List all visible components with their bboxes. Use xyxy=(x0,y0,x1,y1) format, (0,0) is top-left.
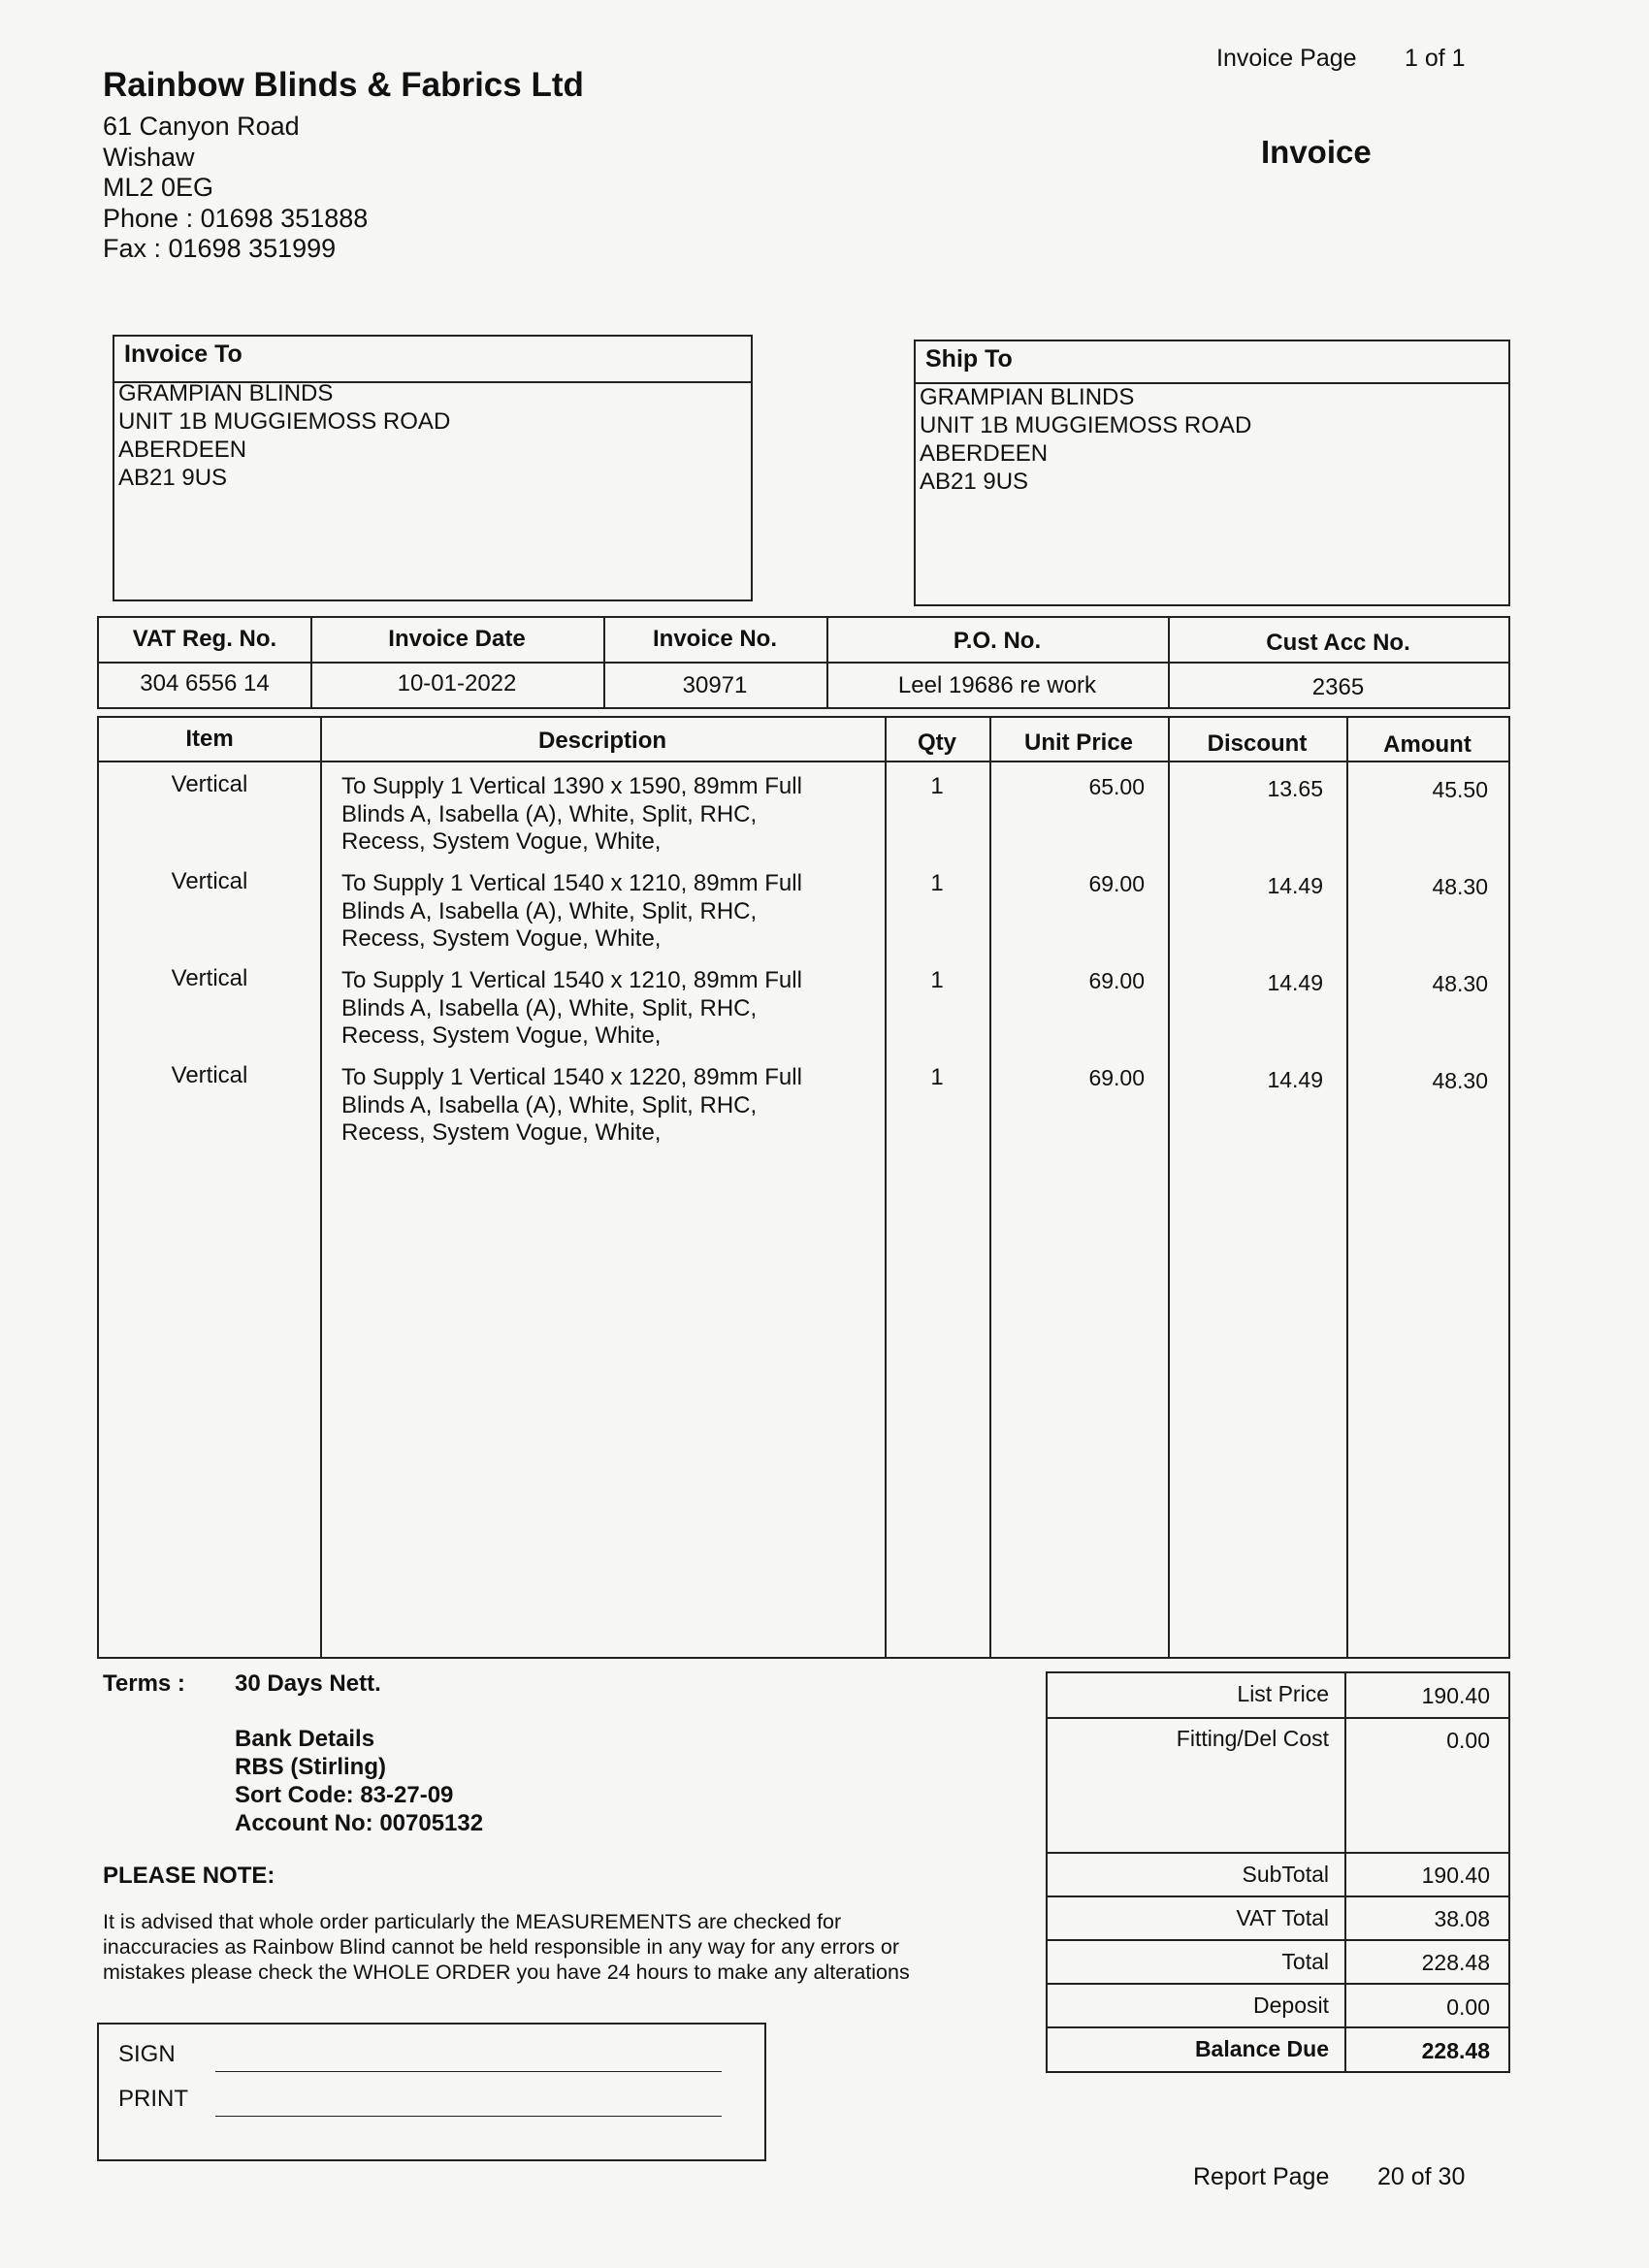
deposit-label: Deposit xyxy=(1253,1993,1329,2018)
description-line: Recess, System Vogue, White, xyxy=(341,828,662,855)
print-line[interactable] xyxy=(215,2116,722,2117)
vat-total-label: VAT Total xyxy=(1236,1905,1329,1930)
items-header-divider xyxy=(99,761,1508,762)
item-row-1-item: Vertical xyxy=(171,771,248,797)
totals-row-divider xyxy=(1048,1939,1508,1941)
items-col-divider xyxy=(885,718,887,1657)
ship-to-title: Ship To xyxy=(925,345,1013,373)
description-line: Recess, System Vogue, White, xyxy=(341,1022,662,1049)
sign-label: SIGN xyxy=(118,2041,176,2067)
please-note-title: PLEASE NOTE: xyxy=(103,1863,275,1889)
description-line: To Supply 1 Vertical 1390 x 1590, 89mm Full xyxy=(341,773,802,799)
items-col-divider xyxy=(1168,718,1170,1657)
report-page-label: Report Page xyxy=(1193,2163,1330,2190)
item-row-4-unit-price: 69.00 xyxy=(1088,1065,1145,1090)
invoice-to-line: AB21 9US xyxy=(118,465,228,491)
deposit-value: 0.00 xyxy=(1446,1994,1490,2020)
items-col-divider xyxy=(989,718,991,1657)
item-row-1-description xyxy=(341,773,885,857)
item-row-4-qty: 1 xyxy=(930,1064,944,1090)
item-row-4-item: Vertical xyxy=(171,1062,248,1088)
invoice-page-value: 1 of 1 xyxy=(1405,45,1466,72)
signature-box xyxy=(97,2023,766,2161)
fitting-del-cost-label: Fitting/Del Cost xyxy=(1176,1726,1329,1751)
totals-row-divider xyxy=(1048,1717,1508,1719)
item-row-3-description xyxy=(341,967,885,1051)
item-row-4-discount: 14.49 xyxy=(1267,1067,1323,1092)
ship-to-line: UNIT 1B MUGGIEMOSS ROAD xyxy=(920,412,1252,438)
list-price-value: 190.40 xyxy=(1421,1683,1490,1708)
terms-value: 30 Days Nett. xyxy=(235,1670,381,1697)
meta-value-po-no: Leel 19686 re work xyxy=(897,672,1097,698)
description-line: Blinds A, Isabella (A), White, Split, RHC, xyxy=(341,800,758,827)
item-row-3-unit-price: 69.00 xyxy=(1088,968,1145,993)
bank-details-title: Bank Details xyxy=(235,1726,375,1752)
item-row-3-discount: 14.49 xyxy=(1267,970,1323,995)
company-address-town: Wishaw xyxy=(103,142,195,172)
description-line: Blinds A, Isabella (A), White, Split, RHC, xyxy=(341,994,758,1021)
note-line: mistakes please check the WHOLE ORDER you have 24 hours to make any alterations xyxy=(103,1960,910,1984)
sign-line[interactable] xyxy=(215,2071,722,2072)
invoice-to-line: GRAMPIAN BLINDS xyxy=(118,380,334,406)
description-line: Blinds A, Isabella (A), White, Split, RHC, xyxy=(341,1091,758,1118)
list-price-label: List Price xyxy=(1237,1681,1329,1706)
items-header-unit-price: Unit Price xyxy=(1023,729,1134,756)
item-row-4-amount: 48.30 xyxy=(1432,1068,1488,1093)
meta-header-invoice-no: Invoice No. xyxy=(652,626,778,652)
meta-value-vat-reg: 304 6556 14 xyxy=(140,670,270,697)
bank-details xyxy=(235,1725,483,1837)
totals-row-divider xyxy=(1048,1983,1508,1985)
description-line: To Supply 1 Vertical 1540 x 1220, 89mm Full xyxy=(341,1064,802,1090)
company-fax: Fax : 01698 351999 xyxy=(103,234,337,263)
description-line: Recess, System Vogue, White, xyxy=(341,925,662,952)
company-address-street: 61 Canyon Road xyxy=(103,112,300,141)
terms-label: Terms : xyxy=(103,1670,185,1697)
item-row-3-qty: 1 xyxy=(930,967,944,993)
items-table xyxy=(97,716,1510,1659)
subtotal-value: 190.40 xyxy=(1421,1863,1490,1888)
meta-value-cust-acc: 2365 xyxy=(1311,674,1365,700)
item-row-2-discount: 14.49 xyxy=(1267,873,1323,898)
note-line: It is advised that whole order particularly the MEASUREMENTS are checked for xyxy=(103,1910,842,1933)
invoice-to-address xyxy=(118,379,450,492)
meta-header-cust-acc: Cust Acc No. xyxy=(1266,630,1410,656)
item-row-4-description xyxy=(341,1064,885,1148)
item-row-2-amount: 48.30 xyxy=(1432,874,1488,899)
ship-to-box xyxy=(914,340,1510,606)
balance-due-label: Balance Due xyxy=(1194,2036,1329,2061)
items-header-amount: Amount xyxy=(1383,731,1471,758)
ship-to-line: GRAMPIAN BLINDS xyxy=(920,384,1135,410)
item-row-3-item: Vertical xyxy=(171,965,248,991)
invoice-to-line: UNIT 1B MUGGIEMOSS ROAD xyxy=(118,408,451,435)
item-row-2-item: Vertical xyxy=(171,868,248,894)
items-header-description: Description xyxy=(537,728,667,754)
sort-code: Sort Code: 83-27-09 xyxy=(235,1782,454,1808)
item-row-1-discount: 13.65 xyxy=(1267,776,1323,801)
please-note-text xyxy=(103,1909,910,1985)
items-col-divider xyxy=(1346,718,1348,1657)
company-address-postcode: ML2 0EG xyxy=(103,173,214,202)
subtotal-label: SubTotal xyxy=(1242,1862,1329,1887)
company-name: Rainbow Blinds & Fabrics Ltd xyxy=(103,66,584,104)
description-line: Recess, System Vogue, White, xyxy=(341,1119,662,1146)
report-page-value: 20 of 30 xyxy=(1377,2163,1466,2190)
meta-header-vat-reg: VAT Reg. No. xyxy=(132,626,277,652)
vat-total-value: 38.08 xyxy=(1434,1906,1490,1931)
invoice-to-line: ABERDEEN xyxy=(118,437,247,463)
print-label: PRINT xyxy=(118,2086,188,2112)
ship-to-address xyxy=(920,383,1251,496)
balance-due-value: 228.48 xyxy=(1421,2038,1490,2063)
description-line: To Supply 1 Vertical 1540 x 1210, 89mm Full xyxy=(341,870,802,896)
company-phone: Phone : 01698 351888 xyxy=(103,203,369,233)
item-row-3-amount: 48.30 xyxy=(1432,971,1488,996)
totals-box xyxy=(1046,1671,1510,2073)
item-row-2-qty: 1 xyxy=(930,870,944,896)
ship-to-line: AB21 9US xyxy=(920,469,1029,495)
meta-value-invoice-date: 10-01-2022 xyxy=(397,670,517,697)
item-row-2-unit-price: 69.00 xyxy=(1088,871,1145,896)
invoice-meta-table xyxy=(97,616,1510,709)
totals-row-divider xyxy=(1048,2026,1508,2028)
item-row-1-amount: 45.50 xyxy=(1432,777,1488,802)
ship-to-line: ABERDEEN xyxy=(920,440,1049,467)
totals-row-divider xyxy=(1048,1852,1508,1854)
document-title: Invoice xyxy=(1261,134,1372,170)
invoice-page-label: Invoice Page xyxy=(1216,45,1357,72)
total-value: 228.48 xyxy=(1421,1950,1490,1975)
fitting-del-cost-value: 0.00 xyxy=(1446,1728,1490,1753)
invoice-to-box xyxy=(113,335,753,601)
meta-header-invoice-date: Invoice Date xyxy=(388,626,526,652)
company-address xyxy=(103,112,368,265)
items-header-item: Item xyxy=(185,726,234,752)
item-row-1-qty: 1 xyxy=(930,773,944,799)
description-line: Blinds A, Isabella (A), White, Split, RHC, xyxy=(341,897,758,924)
total-label: Total xyxy=(1281,1949,1329,1974)
bank-name: RBS (Stirling) xyxy=(235,1754,386,1780)
totals-row-divider xyxy=(1048,1895,1508,1897)
note-line: inaccuracies as Rainbow Blind cannot be held responsible in any way for any errors or xyxy=(103,1935,900,1959)
meta-header-po-no: P.O. No. xyxy=(953,628,1042,654)
invoice-to-title: Invoice To xyxy=(124,340,242,368)
items-col-divider xyxy=(320,718,322,1657)
meta-value-invoice-no: 30971 xyxy=(682,672,748,698)
items-header-discount: Discount xyxy=(1207,730,1308,757)
description-line: To Supply 1 Vertical 1540 x 1210, 89mm Full xyxy=(341,967,802,993)
item-row-2-description xyxy=(341,870,885,954)
items-header-qty: Qty xyxy=(917,729,956,756)
item-row-1-unit-price: 65.00 xyxy=(1088,774,1145,799)
account-number: Account No: 00705132 xyxy=(235,1810,484,1836)
